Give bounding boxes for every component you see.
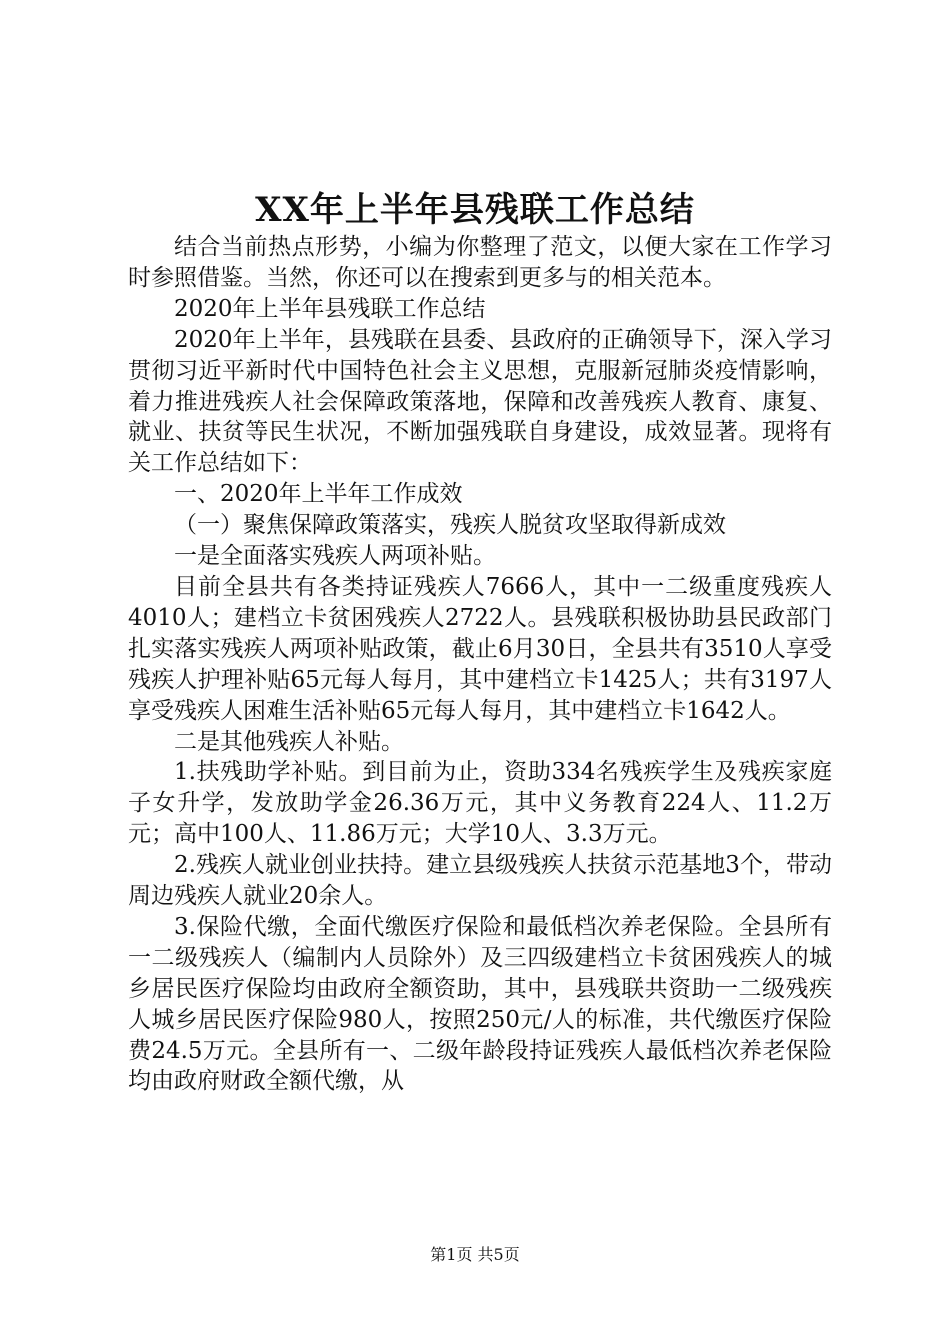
paragraph-overview: 2020年上半年，县残联在县委、县政府的正确领导下，深入学习贯彻习近平新时代中国特色社会主义思想，克服新冠肺炎疫情影响，着力推进残疾人社会保障政策落地，保障和改善残疾人教育、康复、就业、扶贫等民生状况，不断加强残联自身建设，成效显著。现将有关工作总结如下： <box>128 326 832 477</box>
document-title: XX年上半年县残联工作总结 <box>255 190 695 230</box>
page-footer: 第1页 共5页 <box>430 1245 520 1264</box>
paragraph-intro: 结合当前热点形势，小编为你整理了范文，以便大家在工作学习时参照借鉴。当然，你还可以在搜索到更多与的相关范本。 <box>128 234 832 291</box>
document-body <box>128 232 832 1097</box>
paragraph-subtitle: 2020年上半年县残联工作总结 <box>174 295 486 322</box>
point-heading-2: 二是其他残疾人补贴。 <box>174 728 404 755</box>
subsection-heading-1: （一）聚焦保障政策落实，残疾人脱贫攻坚取得新成效 <box>174 512 726 539</box>
point-heading-1: 一是全面落实残疾人两项补贴。 <box>174 543 496 570</box>
paragraph-insurance: 3.保险代缴，全面代缴医疗保险和最低档次养老保险。全县所有一二级残疾人（编制内人员除外）及三四级建档立卡贫困残疾人的城乡居民医疗保险均由政府全额资助，其中，县残联共资助一二级残疾人城乡居民医疗保险980人，按照250元/人的标准，共代缴医疗保险费24.5万元。全县所有一、二级年龄段持证残疾人最低档次养老保险均由政府财政全额代缴，从 <box>128 913 832 1095</box>
section-heading-1: 一、2020年上半年工作成效 <box>174 481 463 508</box>
paragraph-employment-support: 2.残疾人就业创业扶持。建立县级残疾人扶贫示范基地3个，带动周边残疾人就业20余人。 <box>128 852 832 910</box>
paragraph-education-subsidy: 1.扶残助学补贴。到目前为止，资助334名残疾学生及残疾家庭子女升学，发放助学金26.36万元，其中义务教育224人、11.2万元；高中100人、11.86万元；大学10人、3.3万元。 <box>128 759 832 848</box>
paragraph-subsidy-details: 目前全县共有各类持证残疾人7666人，其中一二级重度残疾人4010人；建档立卡贫困残疾人2722人。县残联积极协助县民政部门扎实落实残疾人两项补贴政策，截止6月30日，全县共有3510人享受残疾人护理补贴65元每人每月，其中建档立卡1425人；共有3197人享受残疾人困难生活补贴65元每人每月，其中建档立卡1642人。 <box>128 573 832 724</box>
